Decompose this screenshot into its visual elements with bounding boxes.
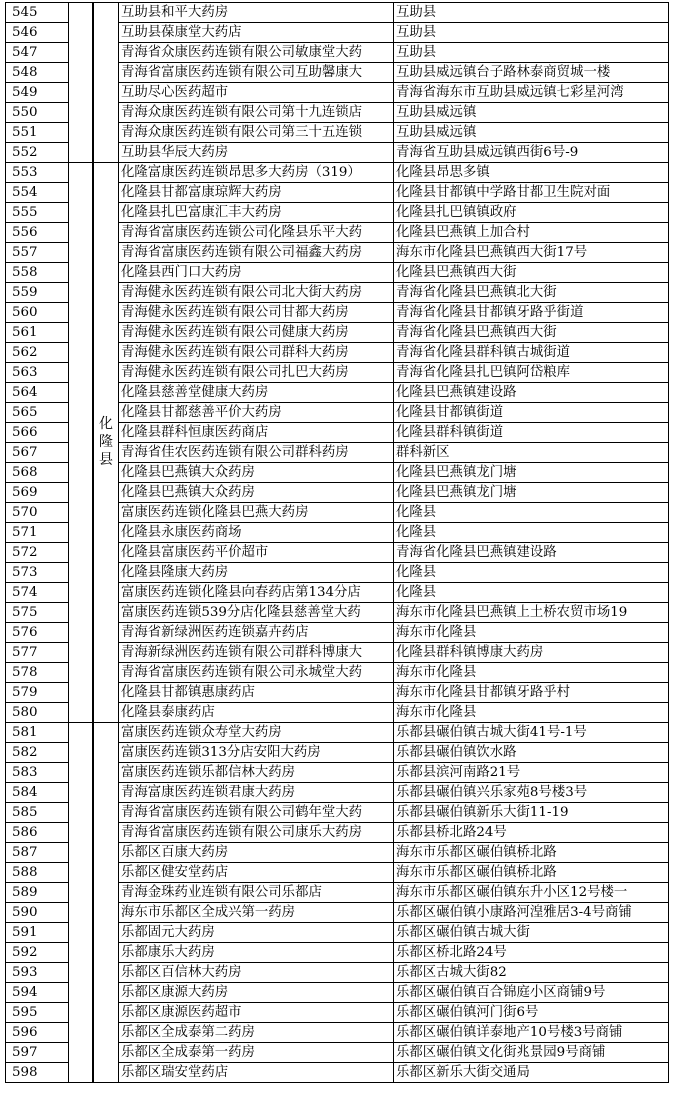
pharmacy-address: 青海省互助县威远镇西街6号-9 bbox=[394, 143, 669, 163]
row-number: 551 bbox=[6, 123, 69, 143]
pharmacy-name: 青海众康医药连锁有限公司第三十五连锁 bbox=[119, 123, 394, 143]
pharmacy-name: 青海省富康医药连锁有限公司永城堂大药 bbox=[119, 663, 394, 683]
pharmacy-name: 乐都区百信林大药房 bbox=[119, 963, 394, 983]
pharmacy-name: 乐都区全成泰第一药房 bbox=[119, 1043, 394, 1063]
row-number: 571 bbox=[6, 523, 69, 543]
pharmacy-name: 青海省众康医药连锁有限公司敏康堂大药 bbox=[119, 43, 394, 63]
table-row bbox=[6, 163, 669, 183]
spacer-cell bbox=[69, 163, 94, 723]
pharmacy-address: 化隆县 bbox=[394, 583, 669, 603]
row-number: 555 bbox=[6, 203, 69, 223]
row-number: 588 bbox=[6, 863, 69, 883]
pharmacy-name: 青海省新绿洲医药连锁嘉卉药店 bbox=[119, 623, 394, 643]
pharmacy-address: 海东市化隆县巴燕镇上土桥农贸市场19 bbox=[394, 603, 669, 623]
pharmacy-address: 化隆县甘都镇中学路甘都卫生院对面 bbox=[394, 183, 669, 203]
pharmacy-name: 化隆县隆康大药房 bbox=[119, 563, 394, 583]
row-number: 572 bbox=[6, 543, 69, 563]
row-number: 584 bbox=[6, 783, 69, 803]
pharmacy-name: 化隆县泰康药店 bbox=[119, 703, 394, 723]
pharmacy-address: 化隆县群科镇博康大药房 bbox=[394, 643, 669, 663]
pharmacy-address: 乐都区碾伯镇文化街兆景园9号商铺 bbox=[394, 1043, 669, 1063]
row-number: 547 bbox=[6, 43, 69, 63]
row-number: 562 bbox=[6, 343, 69, 363]
pharmacy-address: 化隆县扎巴镇镇政府 bbox=[394, 203, 669, 223]
row-number: 573 bbox=[6, 563, 69, 583]
pharmacy-address: 乐都区新乐大街交通局 bbox=[394, 1063, 669, 1083]
row-number: 583 bbox=[6, 763, 69, 783]
pharmacy-address: 海东市乐都区碾伯镇桥北路 bbox=[394, 863, 669, 883]
pharmacy-address: 海东市化隆县甘都镇牙路乎村 bbox=[394, 683, 669, 703]
row-number: 553 bbox=[6, 163, 69, 183]
pharmacy-name: 乐都区瑞安堂药店 bbox=[119, 1063, 394, 1083]
row-number: 596 bbox=[6, 1023, 69, 1043]
pharmacy-name: 富康医药连锁众寿堂大药房 bbox=[119, 723, 394, 743]
pharmacy-address: 化隆县巴燕镇龙门塘 bbox=[394, 463, 669, 483]
pharmacy-address: 互助县 bbox=[394, 3, 669, 23]
pharmacy-address: 群科新区 bbox=[394, 443, 669, 463]
row-number: 545 bbox=[6, 3, 69, 23]
pharmacy-name: 青海省富康医药连锁有限公司福鑫大药房 bbox=[119, 243, 394, 263]
pharmacy-address: 化隆县群科镇街道 bbox=[394, 423, 669, 443]
row-number: 552 bbox=[6, 143, 69, 163]
pharmacy-name: 富康医药连锁539分店化隆县慈善堂大药 bbox=[119, 603, 394, 623]
pharmacy-name: 青海金珠药业连锁有限公司乐都店 bbox=[119, 883, 394, 903]
row-number: 593 bbox=[6, 963, 69, 983]
pharmacy-name: 海东市乐都区全成兴第一药房 bbox=[119, 903, 394, 923]
pharmacy-name: 互助县和平大药房 bbox=[119, 3, 394, 23]
pharmacy-address: 乐都县碾伯镇兴乐家苑8号楼3号 bbox=[394, 783, 669, 803]
pharmacy-name: 化隆县甘都富康琼辉大药房 bbox=[119, 183, 394, 203]
pharmacy-name: 富康医药连锁化隆县巴燕大药房 bbox=[119, 503, 394, 523]
row-number: 559 bbox=[6, 283, 69, 303]
pharmacy-address: 乐都区古城大街82 bbox=[394, 963, 669, 983]
row-number: 556 bbox=[6, 223, 69, 243]
pharmacy-address: 乐都县桥北路24号 bbox=[394, 823, 669, 843]
pharmacy-address: 海东市化隆县 bbox=[394, 623, 669, 643]
row-number: 569 bbox=[6, 483, 69, 503]
row-number: 549 bbox=[6, 83, 69, 103]
pharmacy-name: 青海省佳农医药连锁有限公司群科药房 bbox=[119, 443, 394, 463]
pharmacy-address: 化隆县甘都镇街道 bbox=[394, 403, 669, 423]
district-cell bbox=[93, 3, 119, 163]
district-cell bbox=[93, 723, 119, 1083]
pharmacy-name: 化隆富康医药连锁昂思多大药房（319） bbox=[119, 163, 394, 183]
pharmacy-address: 海东市乐都区碾伯镇桥北路 bbox=[394, 843, 669, 863]
pharmacy-address: 海东市化隆县巴燕镇西大街17号 bbox=[394, 243, 669, 263]
pharmacy-address: 青海省化隆县扎巴镇阿岱粮库 bbox=[394, 363, 669, 383]
pharmacy-name: 乐都区康源大药房 bbox=[119, 983, 394, 1003]
row-number: 568 bbox=[6, 463, 69, 483]
pharmacy-address: 青海省化隆县巴燕镇北大街 bbox=[394, 283, 669, 303]
row-number: 578 bbox=[6, 663, 69, 683]
row-number: 594 bbox=[6, 983, 69, 1003]
pharmacy-address: 互助县威远镇 bbox=[394, 123, 669, 143]
pharmacy-name: 乐都区百康大药房 bbox=[119, 843, 394, 863]
pharmacy-name: 化隆县甘都镇惠康药店 bbox=[119, 683, 394, 703]
pharmacy-name: 青海健永医药连锁有限公司群科大药房 bbox=[119, 343, 394, 363]
pharmacy-name: 化隆县巴燕镇大众药房 bbox=[119, 463, 394, 483]
row-number: 576 bbox=[6, 623, 69, 643]
pharmacy-name: 化隆县群科恒康医药商店 bbox=[119, 423, 394, 443]
row-number: 595 bbox=[6, 1003, 69, 1023]
row-number: 575 bbox=[6, 603, 69, 623]
pharmacy-name: 化隆县西门口大药房 bbox=[119, 263, 394, 283]
pharmacy-address: 化隆县巴燕镇龙门塘 bbox=[394, 483, 669, 503]
pharmacy-name: 乐都固元大药房 bbox=[119, 923, 394, 943]
pharmacy-name: 青海众康医药连锁有限公司第十九连锁店 bbox=[119, 103, 394, 123]
table-row bbox=[6, 723, 669, 743]
pharmacy-name: 化隆县巴燕镇大众药房 bbox=[119, 483, 394, 503]
pharmacy-name: 富康医药连锁化隆县向春药店第134分店 bbox=[119, 583, 394, 603]
pharmacy-name: 互助县葆康堂大药店 bbox=[119, 23, 394, 43]
pharmacy-address: 化隆县昂思多镇 bbox=[394, 163, 669, 183]
pharmacy-address: 青海省化隆县群科镇古城街道 bbox=[394, 343, 669, 363]
table-row bbox=[6, 3, 669, 23]
pharmacy-address: 化隆县 bbox=[394, 523, 669, 543]
row-number: 582 bbox=[6, 743, 69, 763]
pharmacy-address: 海东市化隆县 bbox=[394, 663, 669, 683]
row-number: 570 bbox=[6, 503, 69, 523]
pharmacy-address: 互助县威远镇台子路林泰商贸城一楼 bbox=[394, 63, 669, 83]
row-number: 577 bbox=[6, 643, 69, 663]
pharmacy-address: 互助县威远镇 bbox=[394, 103, 669, 123]
row-number: 561 bbox=[6, 323, 69, 343]
row-number: 585 bbox=[6, 803, 69, 823]
pharmacy-name: 富康医药连锁313分店安阳大药房 bbox=[119, 743, 394, 763]
pharmacy-name: 互助尽心医药超市 bbox=[119, 83, 394, 103]
pharmacy-address: 青海省化隆县甘都镇牙路乎街道 bbox=[394, 303, 669, 323]
row-number: 560 bbox=[6, 303, 69, 323]
row-number: 579 bbox=[6, 683, 69, 703]
pharmacy-address: 化隆县 bbox=[394, 503, 669, 523]
pharmacy-address: 乐都县碾伯镇古城大街41号-1号 bbox=[394, 723, 669, 743]
pharmacy-address: 化隆县巴燕镇建设路 bbox=[394, 383, 669, 403]
pharmacy-address: 互助县 bbox=[394, 23, 669, 43]
pharmacy-name: 化隆县慈善堂健康大药房 bbox=[119, 383, 394, 403]
pharmacy-name: 化隆县扎巴富康汇丰大药房 bbox=[119, 203, 394, 223]
pharmacy-address: 海东市乐都区碾伯镇东升小区12号楼一 bbox=[394, 883, 669, 903]
pharmacy-name: 青海省富康医药连锁有限公司鹤年堂大药 bbox=[119, 803, 394, 823]
pharmacy-name: 青海省富康医药连锁公司化隆县乐平大药 bbox=[119, 223, 394, 243]
pharmacy-address: 海东市化隆县 bbox=[394, 703, 669, 723]
row-number: 557 bbox=[6, 243, 69, 263]
row-number: 546 bbox=[6, 23, 69, 43]
row-number: 558 bbox=[6, 263, 69, 283]
pharmacy-address: 乐都区桥北路24号 bbox=[394, 943, 669, 963]
pharmacy-address: 化隆县巴燕镇上加合村 bbox=[394, 223, 669, 243]
row-number: 565 bbox=[6, 403, 69, 423]
pharmacy-address: 化隆县巴燕镇西大街 bbox=[394, 263, 669, 283]
row-number: 567 bbox=[6, 443, 69, 463]
row-number: 548 bbox=[6, 63, 69, 83]
pharmacy-name: 青海省富康医药连锁有限公司康乐大药房 bbox=[119, 823, 394, 843]
row-number: 589 bbox=[6, 883, 69, 903]
row-number: 586 bbox=[6, 823, 69, 843]
row-number: 566 bbox=[6, 423, 69, 443]
pharmacy-address: 青海省海东市互助县威远镇七彩星河湾 bbox=[394, 83, 669, 103]
pharmacy-name: 乐都区健安堂药店 bbox=[119, 863, 394, 883]
pharmacy-address: 青海省化隆县巴燕镇西大街 bbox=[394, 323, 669, 343]
pharmacy-address: 乐都区碾伯镇小康路河湟雅居3-4号商铺 bbox=[394, 903, 669, 923]
pharmacy-table bbox=[5, 2, 669, 1083]
row-number: 591 bbox=[6, 923, 69, 943]
pharmacy-name: 乐都区康源医药超市 bbox=[119, 1003, 394, 1023]
row-number: 598 bbox=[6, 1063, 69, 1083]
pharmacy-name: 青海富康医药连锁君康大药房 bbox=[119, 783, 394, 803]
pharmacy-address: 乐都区碾伯镇百合锦庭小区商铺9号 bbox=[394, 983, 669, 1003]
pharmacy-name: 青海健永医药连锁有限公司北大街大药房 bbox=[119, 283, 394, 303]
pharmacy-address: 乐都县滨河南路21号 bbox=[394, 763, 669, 783]
pharmacy-name: 乐都区全成泰第二药房 bbox=[119, 1023, 394, 1043]
district-cell bbox=[93, 163, 119, 723]
pharmacy-address: 乐都县碾伯镇饮水路 bbox=[394, 743, 669, 763]
table-body bbox=[6, 3, 669, 1083]
row-number: 592 bbox=[6, 943, 69, 963]
pharmacy-address: 互助县 bbox=[394, 43, 669, 63]
spacer-cell bbox=[69, 3, 94, 163]
pharmacy-name: 青海健永医药连锁有限公司扎巴大药房 bbox=[119, 363, 394, 383]
pharmacy-name: 青海健永医药连锁有限公司健康大药房 bbox=[119, 323, 394, 343]
row-number: 574 bbox=[6, 583, 69, 603]
pharmacy-name: 化隆县富康医药平价超市 bbox=[119, 543, 394, 563]
pharmacy-name: 青海省富康医药连锁有限公司互助馨康大 bbox=[119, 63, 394, 83]
row-number: 554 bbox=[6, 183, 69, 203]
pharmacy-name: 化隆县永康医药商场 bbox=[119, 523, 394, 543]
pharmacy-name: 富康医药连锁乐都信林大药房 bbox=[119, 763, 394, 783]
pharmacy-address: 化隆县 bbox=[394, 563, 669, 583]
district-label: 化隆县 bbox=[99, 416, 113, 468]
pharmacy-name: 化隆县甘都慈善平价大药房 bbox=[119, 403, 394, 423]
pharmacy-name: 青海健永医药连锁有限公司甘都大药房 bbox=[119, 303, 394, 323]
row-number: 587 bbox=[6, 843, 69, 863]
row-number: 597 bbox=[6, 1043, 69, 1063]
row-number: 550 bbox=[6, 103, 69, 123]
row-number: 581 bbox=[6, 723, 69, 743]
row-number: 564 bbox=[6, 383, 69, 403]
row-number: 590 bbox=[6, 903, 69, 923]
row-number: 563 bbox=[6, 363, 69, 383]
pharmacy-address: 乐都区碾伯镇详泰地产10号楼3号商铺 bbox=[394, 1023, 669, 1043]
spacer-cell bbox=[69, 723, 94, 1083]
pharmacy-address: 乐都区碾伯镇河门街6号 bbox=[394, 1003, 669, 1023]
pharmacy-name: 乐都康乐大药房 bbox=[119, 943, 394, 963]
pharmacy-address: 青海省化隆县巴燕镇建设路 bbox=[394, 543, 669, 563]
pharmacy-address: 乐都区碾伯镇古城大街 bbox=[394, 923, 669, 943]
pharmacy-name: 互助县华辰大药房 bbox=[119, 143, 394, 163]
pharmacy-address: 乐都县碾伯镇新乐大街11-19 bbox=[394, 803, 669, 823]
row-number: 580 bbox=[6, 703, 69, 723]
pharmacy-name: 青海新绿洲医药连锁有限公司群科博康大 bbox=[119, 643, 394, 663]
